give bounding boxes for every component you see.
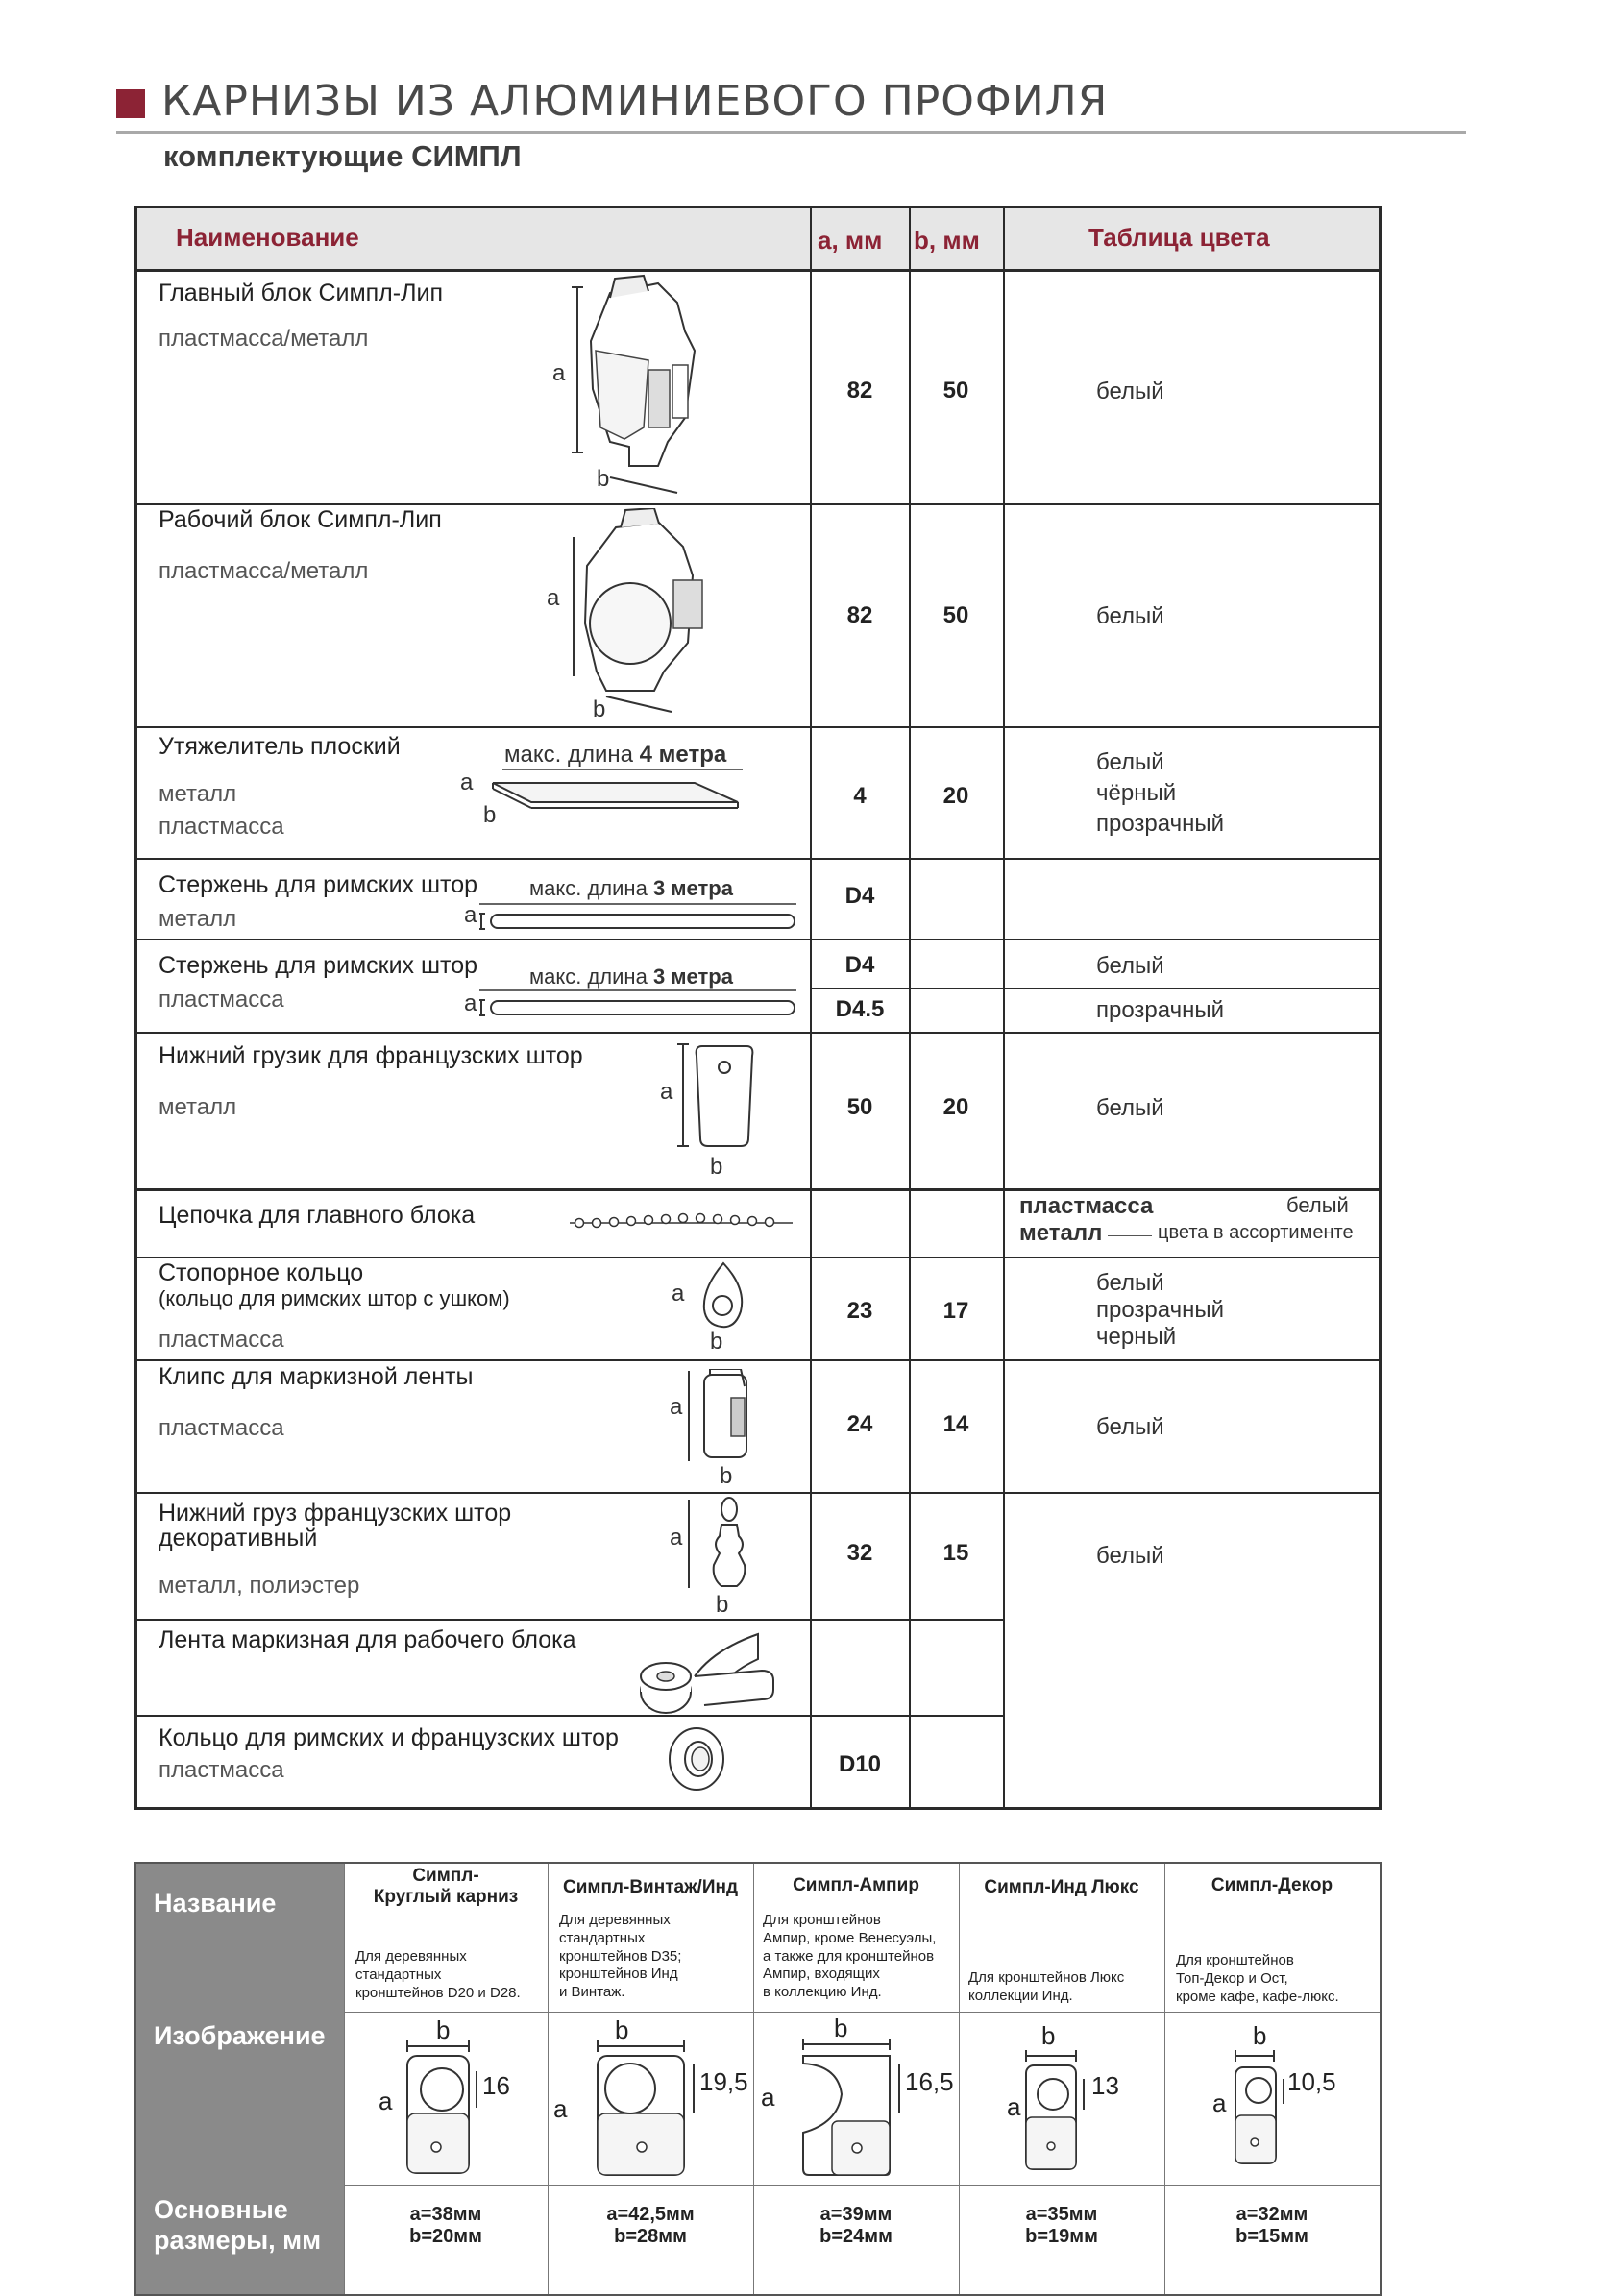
row-material: пластмасса/металл [159, 558, 369, 584]
row-name: Кольцо для римских и французских штор [159, 1724, 619, 1751]
row-name: Цепочка для главного блока [159, 1202, 476, 1229]
profile-sizes: a=35мм b=19мм [1025, 2204, 1098, 2247]
row-material: пластмасса [159, 1415, 284, 1441]
value-a: 32 [846, 1540, 873, 1566]
value-a: D10 [838, 1751, 882, 1777]
value-b: 50 [942, 378, 969, 403]
row-name: Клипс для маркизной ленты [159, 1363, 474, 1390]
value-color: белый [1096, 1543, 1164, 1569]
profile-sizes: a=42,5мм b=28мм [606, 2204, 695, 2247]
row-name: Рабочий блок Симпл-Лип [159, 506, 442, 533]
dim-b-label: b [710, 1329, 723, 1355]
row-divider [137, 1188, 1379, 1191]
value-color: белый [1096, 953, 1164, 979]
chain-material-metal: металл [1019, 1220, 1103, 1246]
dim-a-label: a [660, 1079, 673, 1105]
profile-sizes: a=32мм b=15мм [1235, 2204, 1308, 2247]
dim-a-label: a [670, 1525, 683, 1551]
row-material: металл [159, 781, 237, 807]
value-a: D4 [844, 883, 875, 909]
value-a: 23 [846, 1298, 873, 1324]
dim-b-label: b [720, 1463, 733, 1489]
value-a: D4 [844, 952, 875, 978]
dim-a-label: a [1007, 2092, 1021, 2121]
value-color: прозрачный [1096, 1297, 1225, 1323]
row-divider [137, 1257, 1379, 1258]
value-a: 82 [846, 378, 873, 403]
row-name: Главный блок Симпл-Лип [159, 280, 444, 306]
max-length-note: макс. длина 3 метра [529, 876, 733, 900]
value-color: белый [1096, 1270, 1164, 1296]
profile-ampir-illustration [770, 2017, 953, 2181]
profiles-table [134, 1862, 1382, 2296]
row-divider [137, 503, 1379, 505]
stop-ring-illustration [693, 1259, 760, 1336]
value-a: D4.5 [835, 996, 885, 1022]
page-title: КАРНИЗЫ ИЗ АЛЮМИНИЕВОГО ПРОФИЛЯ [161, 77, 1109, 126]
max-length-note: макс. длина 4 метра [504, 742, 727, 768]
dim-b-label: b [1041, 2021, 1056, 2050]
header-accent-square [116, 89, 145, 118]
row-material: пластмасса [159, 1327, 284, 1353]
profile-title: Симпл-Ампир [793, 1875, 919, 1895]
row-divider [137, 939, 1379, 940]
dim-a-label: a [460, 769, 474, 795]
value-color: прозрачный [1096, 811, 1225, 837]
row-name: Лента маркизная для рабочего блока [159, 1626, 576, 1653]
dim-a-label: a [672, 1281, 685, 1307]
row-divider [137, 1359, 1379, 1361]
dim-b-label: b [1253, 2021, 1267, 2050]
profile-vintage-illustration [565, 2017, 747, 2181]
row-material: пластмасса [159, 1757, 284, 1783]
col-header-a: a, мм [818, 226, 883, 255]
value-color: белый [1096, 749, 1164, 775]
value-b: 15 [942, 1540, 969, 1566]
value-color: белый [1286, 1193, 1349, 1217]
row-label-sizes: Основные размеры, мм [136, 2185, 344, 2294]
flat-weight-illustration [483, 756, 771, 814]
row-material: пластмасса/металл [159, 326, 369, 352]
profile-height: 16,5 [905, 2067, 954, 2096]
row-divider [344, 2012, 1380, 2013]
clip-illustration [685, 1369, 771, 1465]
profile-sizes: a=39мм b=24мм [819, 2204, 893, 2247]
dim-a-label: a [464, 990, 477, 1016]
dim-a-label: a [553, 2094, 568, 2123]
roman-ring-illustration [662, 1724, 739, 1801]
dim-b-label: b [710, 1154, 723, 1180]
row-divider [137, 1619, 1003, 1621]
profile-height: 10,5 [1287, 2067, 1336, 2096]
col-header-b: b, мм [914, 226, 980, 255]
row-material: пластмасса [159, 814, 284, 840]
value-color: белый [1096, 603, 1164, 629]
row-material: пластмасса [159, 987, 284, 1013]
dim-a-label: a [379, 2087, 393, 2115]
col-divider [1003, 208, 1005, 1807]
dim-b-label: b [615, 2015, 629, 2044]
dim-a-label: a [761, 2083, 775, 2112]
header-divider [116, 131, 1466, 134]
dim-b-label: b [834, 2014, 848, 2042]
row-divider [137, 1715, 1003, 1717]
profile-desc: Для кронштейнов Люкс коллекции Инд. [968, 1969, 1125, 2004]
value-b: 50 [942, 602, 969, 628]
chain-illustration [566, 1208, 796, 1236]
value-b: 17 [942, 1298, 969, 1324]
max-length-note: макс. длина 3 метра [529, 965, 733, 989]
dim-b-label: b [597, 466, 610, 492]
row-material: металл [159, 906, 237, 932]
row-name: Нижний груз французских штор [159, 1500, 512, 1527]
row-label-image: Изображение [136, 2012, 344, 2185]
value-color: белый [1096, 1414, 1164, 1440]
profile-desc: Для кронштейнов Топ-Декор и Ост, кроме кафе, кафе-люкс. [1176, 1952, 1339, 2005]
dim-a-label: a [552, 360, 566, 386]
profile-height: 16 [482, 2071, 510, 2100]
leader-line [1108, 1235, 1152, 1236]
value-color: черный [1096, 1324, 1177, 1350]
row-label-name: Название [136, 1864, 344, 2012]
row-divider [810, 988, 1379, 989]
row-divider [137, 1492, 1379, 1494]
dim-b-label: b [483, 802, 497, 828]
value-b: 20 [942, 1094, 969, 1120]
profile-height: 13 [1091, 2071, 1119, 2100]
row-name: Утяжелитель плоский [159, 733, 401, 760]
value-b: 20 [942, 783, 969, 809]
rod-metal-illustration [479, 894, 806, 933]
profile-title: Симпл-Декор [1210, 1875, 1333, 1895]
col-divider [909, 208, 911, 1807]
working-block-illustration [568, 508, 741, 721]
value-color: прозрачный [1096, 997, 1225, 1023]
page-subtitle: комплектующие СИМПЛ [163, 139, 522, 173]
row-divider [137, 858, 1379, 860]
col-header-color: Таблица цвета [1088, 223, 1270, 252]
components-table [134, 206, 1382, 1810]
profile-desc: Для кронштейнов Ампир, кроме Венесуэлы, а также для кронштейнов Ампир, входящих в коллекцию Инд. [763, 1912, 937, 2000]
decorative-weight-illustration [683, 1496, 770, 1601]
value-a: 24 [846, 1411, 873, 1437]
profile-desc: Для деревянных стандартных кронштейнов D20 и D28. [355, 1948, 521, 2001]
dim-b-label: b [716, 1592, 729, 1618]
main-block-illustration [572, 274, 735, 495]
value-a: 4 [853, 783, 867, 809]
row-name: Стопорное кольцо [159, 1259, 364, 1286]
value-color: цвета в ассортименте [1158, 1222, 1354, 1243]
value-color: чёрный [1096, 780, 1177, 806]
dim-a-label: a [547, 585, 560, 611]
row-divider [137, 1032, 1379, 1034]
profile-title: Симпл-Винтаж/Инд [562, 1877, 739, 1897]
row-material: металл, полиэстер [159, 1573, 360, 1599]
profile-desc: Для деревянных стандартных кронштейнов D35; кронштейнов Инд и Винтаж. [559, 1912, 682, 2000]
value-color: белый [1096, 1095, 1164, 1121]
chain-material-plastic: пластмасса [1019, 1193, 1154, 1219]
profile-title: Симпл-Инд Люкс [984, 1877, 1139, 1897]
value-a: 82 [846, 602, 873, 628]
dim-b-label: b [436, 2015, 451, 2044]
value-a: 50 [846, 1094, 873, 1120]
row-material: металл [159, 1094, 237, 1120]
profile-height: 19,5 [699, 2067, 748, 2096]
value-color: белый [1096, 379, 1164, 404]
marquee-tape-illustration [637, 1630, 810, 1717]
dim-a-label: a [464, 902, 477, 928]
row-name: Нижний грузик для французских штор [159, 1042, 583, 1069]
row-name-extra: декоративный [159, 1525, 318, 1551]
row-divider [137, 726, 1379, 728]
profile-title: Симпл- Круглый карниз [373, 1866, 519, 1907]
dim-b-label: b [593, 696, 606, 722]
rod-plastic-illustration [479, 983, 806, 1021]
profile-sizes: a=38мм b=20мм [409, 2204, 482, 2247]
row-divider [344, 2185, 1380, 2186]
dim-a-label: a [1212, 2088, 1227, 2117]
row-name-extra: (кольцо для римских штор с ушком) [159, 1286, 510, 1310]
row-name: Стержень для римских штор [159, 952, 478, 979]
col-header-name: Наименование [176, 223, 359, 252]
value-b: 14 [942, 1411, 969, 1437]
dim-a-label: a [670, 1394, 683, 1420]
french-weight-illustration [675, 1042, 771, 1158]
row-name: Стержень для римских штор [159, 871, 478, 898]
